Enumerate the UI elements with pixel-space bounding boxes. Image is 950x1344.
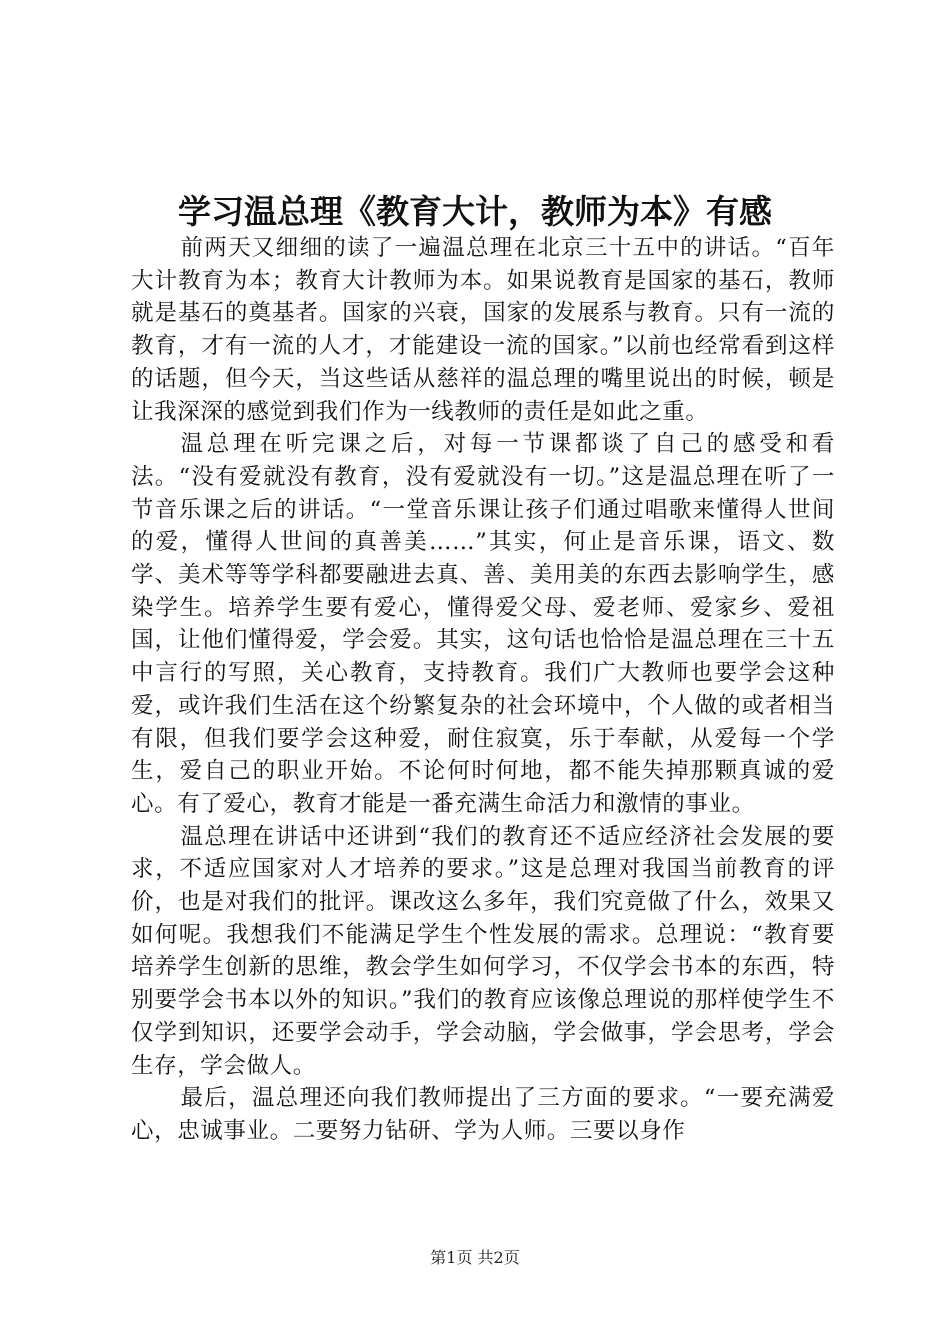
paragraph: 温总理在听完课之后，对每一节课都谈了自己的感受和看法。“没有爱就没有教育，没有爱就没有一切。”这是温总理在听了一节音乐课之后的讲话。“一堂音乐课让孩子们通过唱歌来懂得人世间的爱，懂得人世间的真善美……”其实，何止是音乐课，语文、数学、美术等等学科都要融进去真、善、美用美的东西去影响学生，感染学生。培养学生要有爱心，懂得爱父母、爱老师、爱家乡、爱祖国，让他们懂得爱，学会爱。其实，这句话也恰恰是温总理在三十五中言行的写照，关心教育，支持教育。我们广大教师也要学会这种爱，或许我们生活在这个纷繁复杂的社会环境中，个人做的或者相当有限，但我们要学会这种爱，耐住寂寞，乐于奉献，从爱每一个学生，爱自己的职业开始。不论何时何地，都不能失掉那颗真诚的爱心。有了爱心，教育才能是一番充满生命活力和激情的事业。 (131, 431, 835, 817)
document-body (131, 232, 835, 1148)
document-title: 学习温总理《教育大计，教师为本》有感 (178, 192, 772, 231)
paragraph: 前两天又细细的读了一遍温总理在北京三十五中的讲话。“百年大计教育为本；教育大计教师为本。如果说教育是国家的基石，教师就是基石的奠基者。国家的兴衰，国家的发展系与教育。只有一流的教育，才有一流的人才，才能建设一流的国家。”以前也经常看到这样的话题，但今天，当这些话从慈祥的温总理的嘴里说出的时候，顿是让我深深的感觉到我们作为一线教师的责任是如此之重。 (131, 235, 835, 425)
paragraph: 温总理在讲话中还讲到“我们的教育还不适应经济社会发展的要求，不适应国家对人才培养的要求。”这是总理对我国当前教育的评价，也是对我们的批评。课改这么多年，我们究竟做了什么，效果又如何呢。我想我们不能满足学生个性发展的需求。总理说：“教育要培养学生创新的思维，教会学生如何学习，不仅学会书本的东西，特别要学会书本以外的知识。”我们的教育应该像总理说的那样使学生不仅学到知识，还要学会动手，学会动脑，学会做事，学会思考，学会生存，学会做人。 (131, 823, 835, 1079)
page-footer: 第1页 共2页 (430, 1248, 520, 1267)
paragraph: 最后，温总理还向我们教师提出了三方面的要求。“一要充满爱心，忠诚事业。二要努力钻研、学为人师。三要以身作 (131, 1085, 835, 1144)
